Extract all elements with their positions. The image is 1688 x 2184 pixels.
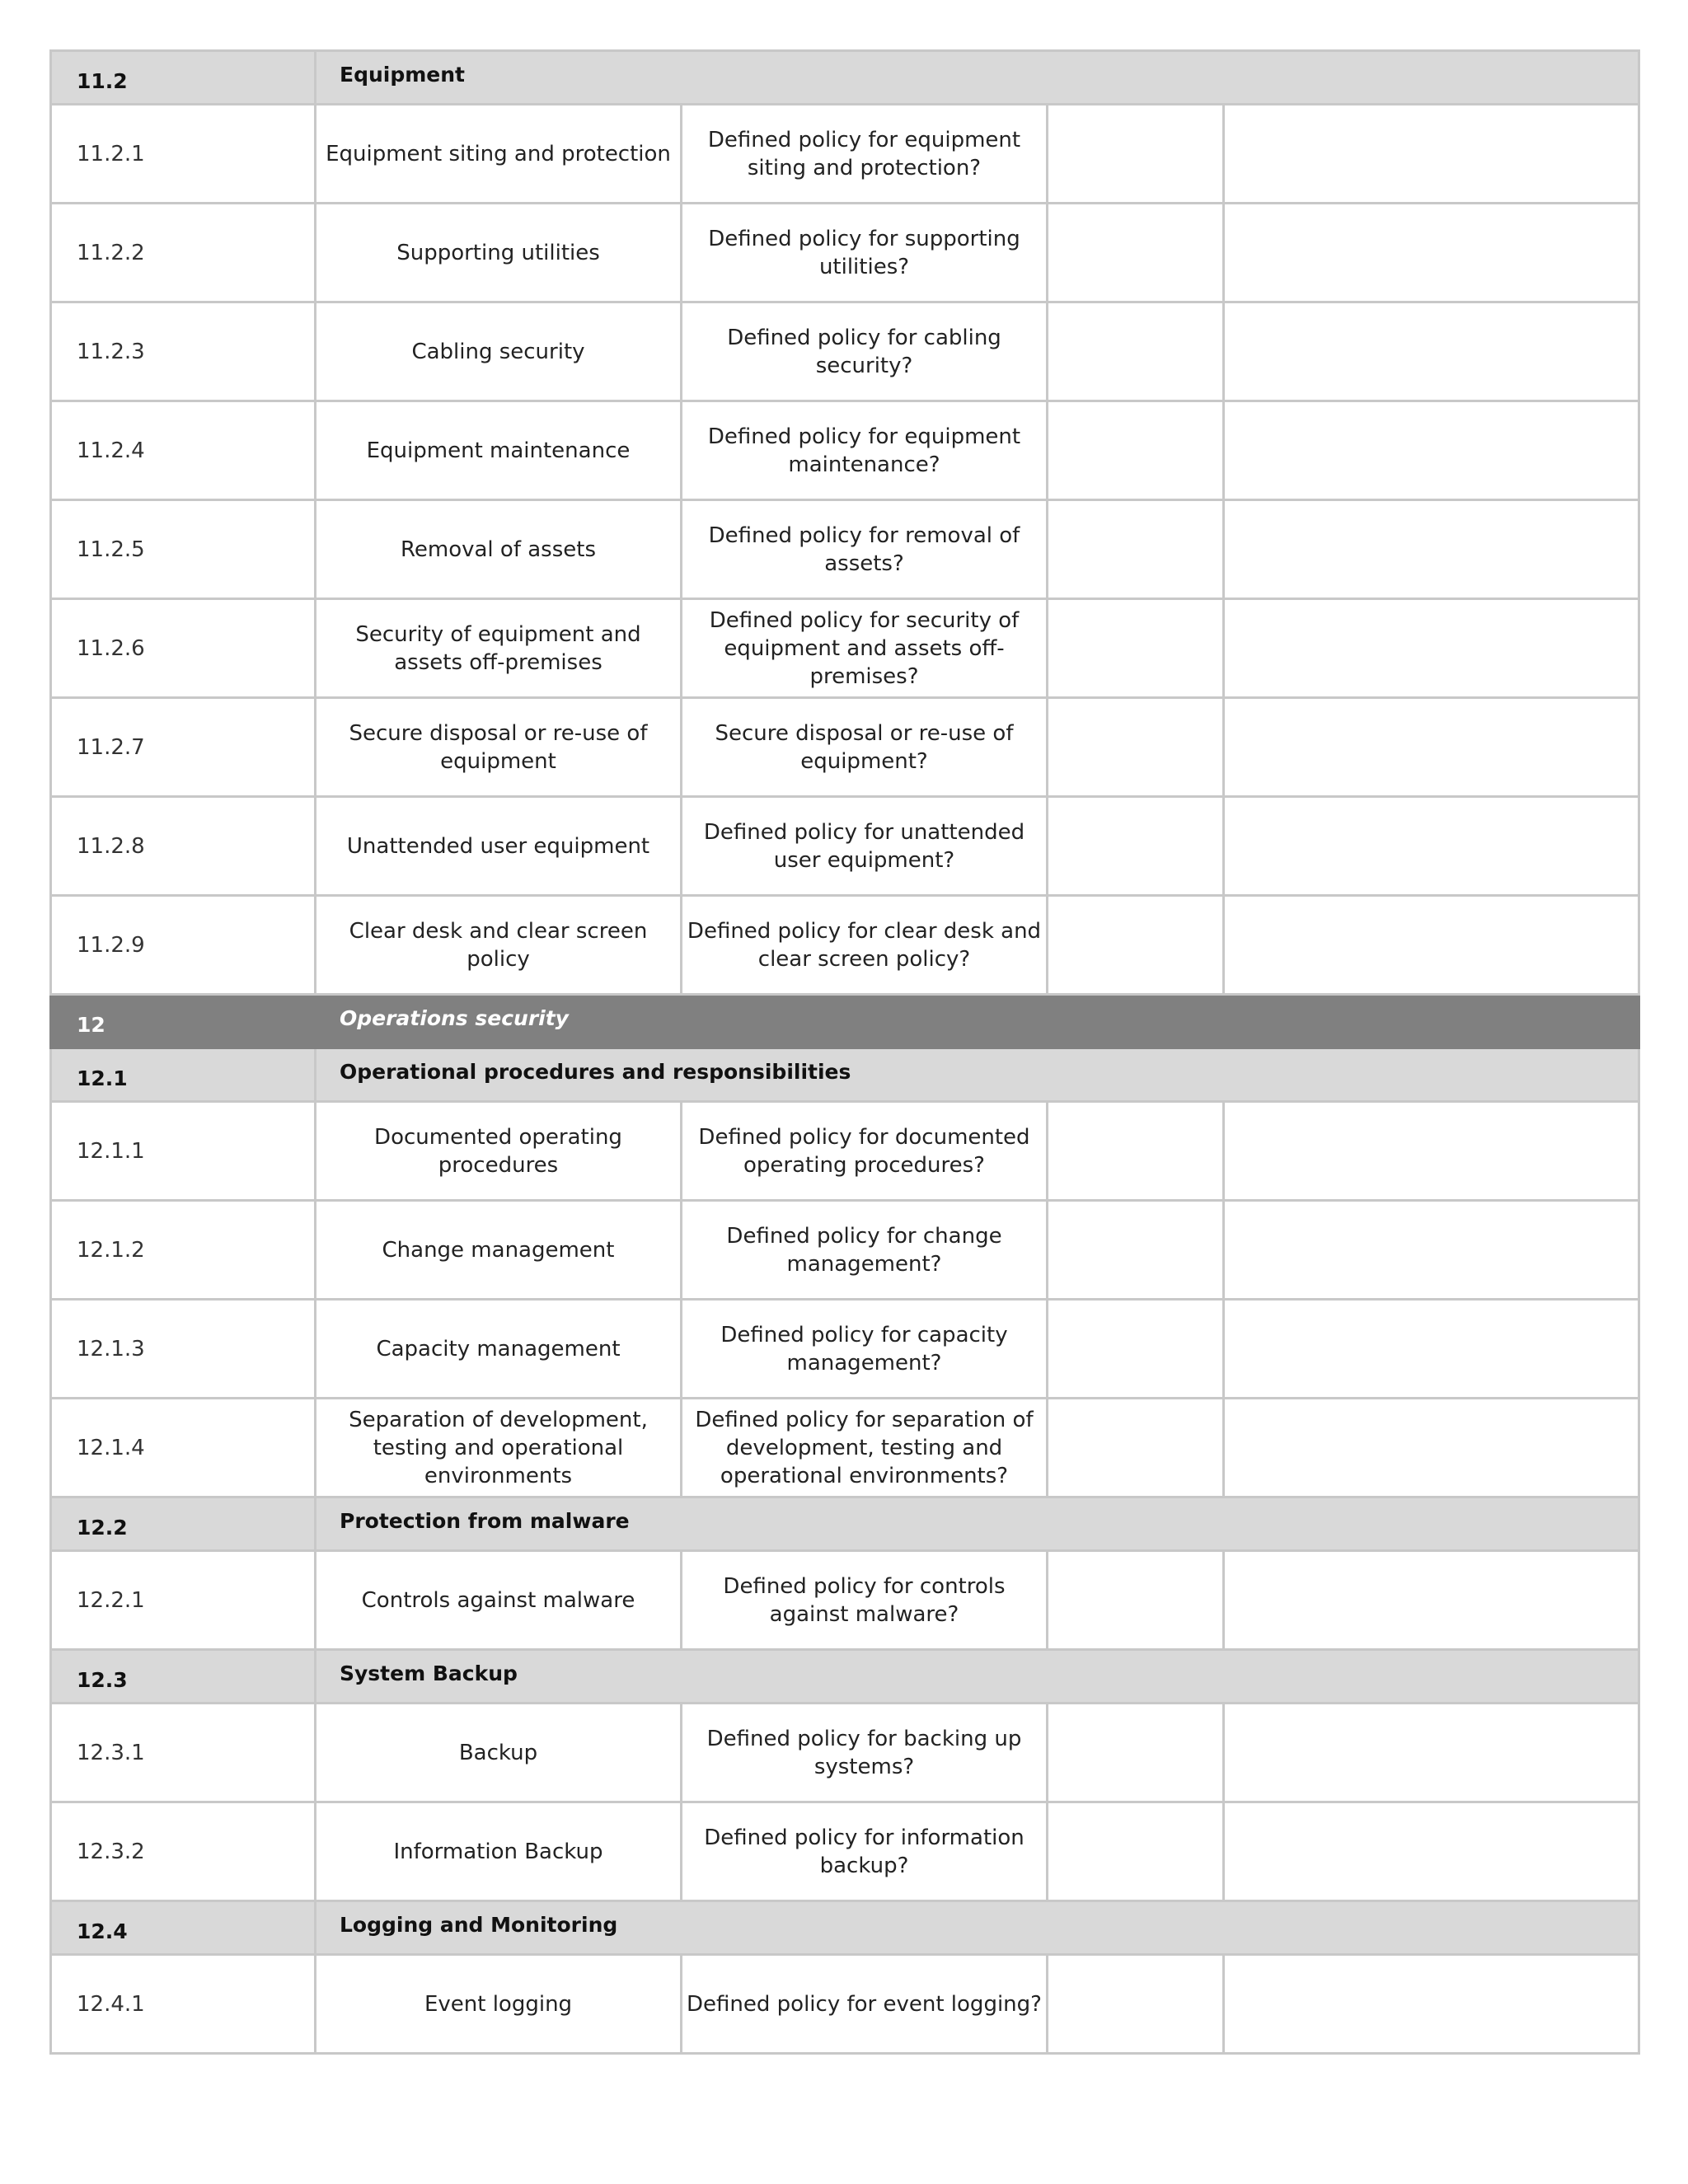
audit-question: Defined policy for documented operating procedures? [682, 1102, 1048, 1201]
chapter-row-12 [51, 995, 1639, 1048]
compliance-cell[interactable] [1048, 302, 1224, 401]
notes-cell[interactable] [1224, 1704, 1639, 1802]
control-number: 11.2.9 [51, 896, 316, 995]
audit-question: Defined policy for security of equipment and assets off-premises? [682, 599, 1048, 698]
section-number: 12.2 [51, 1497, 316, 1551]
control-name: Removal of assets [316, 500, 682, 599]
control-number: 12.3.1 [51, 1704, 316, 1802]
control-number: 11.2.3 [51, 302, 316, 401]
compliance-cell[interactable] [1048, 401, 1224, 500]
control-name: Separation of development, testing and operational environments [316, 1399, 682, 1497]
control-row-12-1-3 [51, 1300, 1639, 1399]
control-number: 12.1.4 [51, 1399, 316, 1497]
control-name: Cabling security [316, 302, 682, 401]
control-row-12-1-1 [51, 1102, 1639, 1201]
section-row-12-1 [51, 1048, 1639, 1102]
notes-cell[interactable] [1224, 302, 1639, 401]
audit-question: Defined policy for clear desk and clear screen policy? [682, 896, 1048, 995]
control-number: 11.2.5 [51, 500, 316, 599]
notes-cell[interactable] [1224, 401, 1639, 500]
compliance-cell[interactable] [1048, 500, 1224, 599]
control-number: 12.3.2 [51, 1802, 316, 1901]
notes-cell[interactable] [1224, 599, 1639, 698]
audit-question: Defined policy for change management? [682, 1201, 1048, 1300]
audit-question: Defined policy for unattended user equipment? [682, 797, 1048, 896]
control-number: 11.2.7 [51, 698, 316, 797]
audit-question: Defined policy for equipment maintenance? [682, 401, 1048, 500]
section-row-12-3 [51, 1650, 1639, 1704]
control-number: 12.2.1 [51, 1551, 316, 1650]
compliance-cell[interactable] [1048, 1201, 1224, 1300]
chapter-number: 12 [51, 995, 316, 1048]
control-name: Secure disposal or re-use of equipment [316, 698, 682, 797]
notes-cell[interactable] [1224, 1955, 1639, 2054]
control-row-11-2-4 [51, 401, 1639, 500]
notes-cell[interactable] [1224, 698, 1639, 797]
control-row-11-2-9 [51, 896, 1639, 995]
audit-question: Defined policy for backing up systems? [682, 1704, 1048, 1802]
notes-cell[interactable] [1224, 896, 1639, 995]
notes-cell[interactable] [1224, 105, 1639, 204]
section-row-11-2 [51, 51, 1639, 105]
control-row-11-2-1 [51, 105, 1639, 204]
compliance-cell[interactable] [1048, 1551, 1224, 1650]
notes-cell[interactable] [1224, 1802, 1639, 1901]
audit-question: Defined policy for cabling security? [682, 302, 1048, 401]
audit-question: Defined policy for equipment siting and protection? [682, 105, 1048, 204]
control-row-12-2-1 [51, 1551, 1639, 1650]
notes-cell[interactable] [1224, 204, 1639, 302]
compliance-cell[interactable] [1048, 204, 1224, 302]
compliance-cell[interactable] [1048, 1802, 1224, 1901]
control-number: 11.2.2 [51, 204, 316, 302]
control-number: 12.1.1 [51, 1102, 316, 1201]
audit-question: Defined policy for capacity management? [682, 1300, 1048, 1399]
control-number: 12.4.1 [51, 1955, 316, 2054]
audit-question: Defined policy for controls against malware? [682, 1551, 1048, 1650]
compliance-cell[interactable] [1048, 797, 1224, 896]
notes-cell[interactable] [1224, 1551, 1639, 1650]
control-name: Information Backup [316, 1802, 682, 1901]
compliance-cell[interactable] [1048, 1102, 1224, 1201]
section-number: 12.1 [51, 1048, 316, 1102]
control-row-11-2-2 [51, 204, 1639, 302]
audit-question: Defined policy for supporting utilities? [682, 204, 1048, 302]
compliance-cell[interactable] [1048, 698, 1224, 797]
control-row-12-3-1 [51, 1704, 1639, 1802]
control-row-12-4-1 [51, 1955, 1639, 2054]
compliance-cell[interactable] [1048, 1399, 1224, 1497]
notes-cell[interactable] [1224, 1399, 1639, 1497]
control-number: 11.2.4 [51, 401, 316, 500]
control-row-12-1-4 [51, 1399, 1639, 1497]
control-number: 12.1.3 [51, 1300, 316, 1399]
control-row-11-2-8 [51, 797, 1639, 896]
audit-question: Defined policy for event logging? [682, 1955, 1048, 2054]
section-title: Protection from malware [316, 1497, 1639, 1551]
control-name: Equipment maintenance [316, 401, 682, 500]
control-number: 11.2.6 [51, 599, 316, 698]
section-number: 12.4 [51, 1901, 316, 1955]
notes-cell[interactable] [1224, 797, 1639, 896]
section-title: Equipment [316, 51, 1639, 105]
section-title: Logging and Monitoring [316, 1901, 1639, 1955]
audit-question: Defined policy for information backup? [682, 1802, 1048, 1901]
audit-question: Defined policy for separation of development, testing and operational environments? [682, 1399, 1048, 1497]
section-number: 11.2 [51, 51, 316, 105]
control-name: Supporting utilities [316, 204, 682, 302]
compliance-cell[interactable] [1048, 1300, 1224, 1399]
compliance-cell[interactable] [1048, 105, 1224, 204]
control-row-12-1-2 [51, 1201, 1639, 1300]
control-number: 11.2.8 [51, 797, 316, 896]
control-row-11-2-5 [51, 500, 1639, 599]
notes-cell[interactable] [1224, 1300, 1639, 1399]
audit-question: Defined policy for removal of assets? [682, 500, 1048, 599]
compliance-cell[interactable] [1048, 1704, 1224, 1802]
control-name: Clear desk and clear screen policy [316, 896, 682, 995]
compliance-cell[interactable] [1048, 1955, 1224, 2054]
audit-question: Secure disposal or re-use of equipment? [682, 698, 1048, 797]
control-name: Documented operating procedures [316, 1102, 682, 1201]
checklist-body [51, 51, 1639, 2054]
section-row-12-4 [51, 1901, 1639, 1955]
section-title: System Backup [316, 1650, 1639, 1704]
control-number: 11.2.1 [51, 105, 316, 204]
notes-cell[interactable] [1224, 1201, 1639, 1300]
control-row-11-2-3 [51, 302, 1639, 401]
notes-cell[interactable] [1224, 500, 1639, 599]
control-checklist-table [49, 49, 1640, 2055]
control-name: Change management [316, 1201, 682, 1300]
control-name: Backup [316, 1704, 682, 1802]
compliance-cell[interactable] [1048, 599, 1224, 698]
control-row-11-2-6 [51, 599, 1639, 698]
control-name: Controls against malware [316, 1551, 682, 1650]
control-name: Security of equipment and assets off-premises [316, 599, 682, 698]
control-name: Capacity management [316, 1300, 682, 1399]
control-name: Equipment siting and protection [316, 105, 682, 204]
chapter-title: Operations security [316, 995, 1639, 1048]
compliance-cell[interactable] [1048, 896, 1224, 995]
notes-cell[interactable] [1224, 1102, 1639, 1201]
control-row-11-2-7 [51, 698, 1639, 797]
section-number: 12.3 [51, 1650, 316, 1704]
control-name: Event logging [316, 1955, 682, 2054]
control-number: 12.1.2 [51, 1201, 316, 1300]
control-row-12-3-2 [51, 1802, 1639, 1901]
control-name: Unattended user equipment [316, 797, 682, 896]
section-title: Operational procedures and responsibilities [316, 1048, 1639, 1102]
section-row-12-2 [51, 1497, 1639, 1551]
